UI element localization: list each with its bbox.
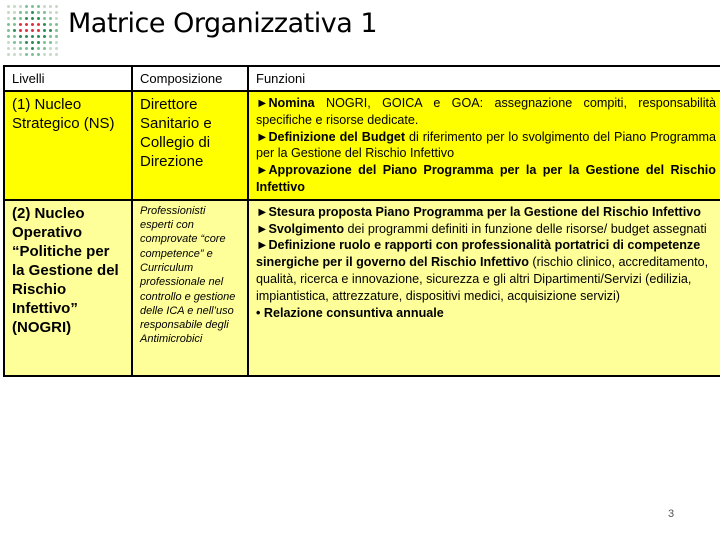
logo-dot xyxy=(25,23,28,26)
logo-dot xyxy=(49,29,52,32)
funzioni-cell xyxy=(248,200,720,376)
logo-dot xyxy=(43,17,46,20)
logo-dot-grid-icon xyxy=(6,4,62,58)
logo-dot xyxy=(55,23,58,26)
logo-dot xyxy=(31,17,34,20)
logo-dot xyxy=(25,11,28,14)
logo-dot xyxy=(13,5,16,8)
logo-dot xyxy=(7,23,10,26)
logo-dot xyxy=(25,17,28,20)
logo-dot xyxy=(37,53,40,56)
logo-dot xyxy=(19,5,22,8)
logo-dot xyxy=(31,23,34,26)
logo-dot xyxy=(49,23,52,26)
function-item-bold-text: • Relazione consuntiva annuale xyxy=(256,305,444,320)
function-item-text: di riferimento per lo svolgimento del Piano Programma per la Gestione del Rischio Infettivo xyxy=(256,129,716,161)
logo-dot xyxy=(25,53,28,56)
logo-dot xyxy=(13,47,16,50)
logo-dot xyxy=(55,17,58,20)
logo-dot xyxy=(43,35,46,38)
logo-dot xyxy=(7,5,10,8)
logo-dot xyxy=(13,23,16,26)
header-composizione: Composizione xyxy=(132,66,248,91)
logo-dot xyxy=(49,11,52,14)
logo-dot xyxy=(13,29,16,32)
logo-dot xyxy=(25,41,28,44)
logo-dot xyxy=(25,35,28,38)
table-header-row xyxy=(4,66,720,91)
livello-cell: (2) Nucleo Operativo “Politiche per la Gestione del Rischio Infettivo” (NOGRI) xyxy=(4,200,132,376)
table-row xyxy=(4,91,720,200)
header-funzioni: Funzioni xyxy=(248,66,720,91)
function-item-text: NOGRI, GOICA e GOA: assegnazione compiti, responsabilità specifiche e risorse dedicate. xyxy=(256,96,716,127)
logo-dot xyxy=(19,17,22,20)
logo-dot xyxy=(49,35,52,38)
logo-dot xyxy=(43,53,46,56)
logo-dot xyxy=(7,35,10,38)
function-item-text: (rischio clinico, accreditamento, qualità, ricerca e innovazione, sicurezza e gli altri Dipartimenti/Servizi (edilizia, impiantistica, attrezzature, dispositivi medici, acquisizione servizi) xyxy=(256,255,709,303)
logo-dot xyxy=(49,17,52,20)
logo-dot xyxy=(13,17,16,20)
table-row xyxy=(4,200,720,376)
function-item-bold-text: ►Stesura proposta Piano Programma per la Gestione del Rischio Infettivo xyxy=(256,204,701,219)
logo-dot xyxy=(13,41,16,44)
logo-dot xyxy=(13,53,16,56)
logo-dot xyxy=(31,53,34,56)
logo-dot xyxy=(55,41,58,44)
logo-dot xyxy=(7,41,10,44)
function-item xyxy=(256,221,716,238)
logo-dot xyxy=(49,53,52,56)
logo-dot xyxy=(7,11,10,14)
function-item xyxy=(256,129,716,163)
logo-dot xyxy=(37,5,40,8)
logo-dot xyxy=(43,5,46,8)
logo-dot xyxy=(55,47,58,50)
logo-dot xyxy=(19,53,22,56)
logo-dot xyxy=(37,41,40,44)
logo-dot xyxy=(55,35,58,38)
logo-dot xyxy=(37,23,40,26)
logo-dot xyxy=(37,11,40,14)
logo-dot xyxy=(43,11,46,14)
organizational-matrix-table xyxy=(3,65,720,377)
function-item-bold-text: ►Nomina xyxy=(256,96,315,110)
logo-dot xyxy=(31,11,34,14)
logo-dot xyxy=(55,5,58,8)
composizione-cell: Professionisti esperti con comprovate “core competence” e Curriculum professionale nel controllo e gestione delle ICA e nell’uso responsabile degli Antimicrobici xyxy=(132,200,248,376)
function-item-bold-text: ►Definizione ruolo e rapporti con professionalità portatrici di competenze sinergiche per il governo del Rischio Infettivo xyxy=(256,238,701,270)
logo-dot xyxy=(49,5,52,8)
logo-dot xyxy=(7,17,10,20)
logo-dot xyxy=(31,29,34,32)
function-item xyxy=(256,204,716,221)
logo-dot xyxy=(19,29,22,32)
logo-dot xyxy=(7,47,10,50)
logo-dot xyxy=(13,35,16,38)
logo-dot xyxy=(43,47,46,50)
logo-dot xyxy=(19,35,22,38)
logo-dot xyxy=(19,41,22,44)
logo-dot xyxy=(7,29,10,32)
function-item xyxy=(256,162,716,196)
logo-dot xyxy=(55,29,58,32)
logo-dot xyxy=(31,35,34,38)
funzioni-cell xyxy=(248,91,720,200)
logo-dot xyxy=(49,41,52,44)
logo-dot xyxy=(25,47,28,50)
header-livelli: Livelli xyxy=(4,66,132,91)
logo-dot xyxy=(55,53,58,56)
logo-dot xyxy=(31,41,34,44)
function-item xyxy=(256,95,716,129)
function-item-text: dei programmi definiti in funzione delle risorse/ budget assegnati xyxy=(344,221,707,236)
logo-dot xyxy=(43,29,46,32)
logo-dot xyxy=(43,23,46,26)
logo-dot xyxy=(49,47,52,50)
function-item-bold-text: ►Svolgimento xyxy=(256,221,345,236)
function-item xyxy=(256,237,716,304)
logo-dot xyxy=(19,23,22,26)
logo-dot xyxy=(37,47,40,50)
logo-dot xyxy=(37,35,40,38)
logo-dot xyxy=(31,5,34,8)
logo-dot xyxy=(37,17,40,20)
logo-dot xyxy=(37,29,40,32)
function-item-bold-text: ►Definizione del Budget xyxy=(256,129,406,144)
logo-dot xyxy=(19,47,22,50)
function-item-bold-text: ►Approvazione del Piano Programma per la per la Gestione del Rischio Infettivo xyxy=(256,163,716,194)
logo-dot xyxy=(25,29,28,32)
livello-cell: (1) Nucleo Strategico (NS) xyxy=(4,91,132,200)
composizione-cell: Direttore Sanitario e Collegio di Direzione xyxy=(132,91,248,200)
page-title: Matrice Organizzativa 1 xyxy=(68,8,378,39)
logo-dot xyxy=(25,5,28,8)
logo-dot xyxy=(43,41,46,44)
logo-dot xyxy=(31,47,34,50)
logo-dot xyxy=(19,11,22,14)
function-item xyxy=(256,305,716,322)
logo-dot xyxy=(55,11,58,14)
page-number: 3 xyxy=(668,508,675,520)
logo-dot xyxy=(13,11,16,14)
logo-dot xyxy=(7,53,10,56)
